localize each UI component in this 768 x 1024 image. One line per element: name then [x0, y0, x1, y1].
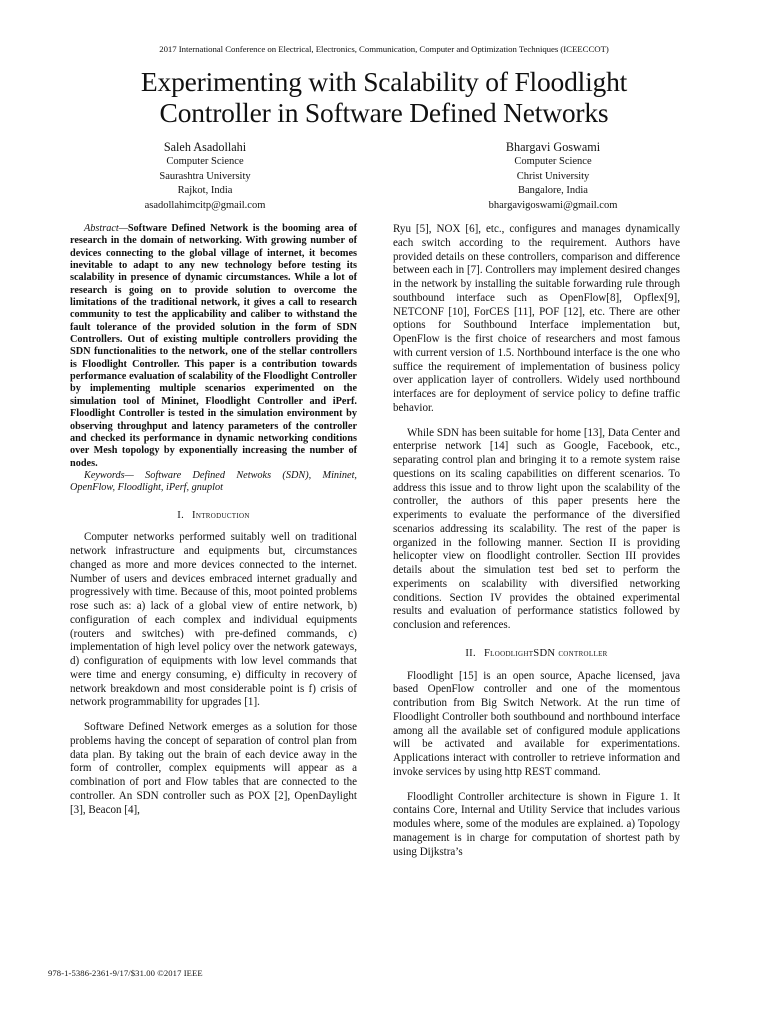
right-column — [393, 223, 680, 859]
author-name: Saleh Asadollahi — [163, 140, 247, 154]
paragraph: Software Defined Network emerges as a solution for those problems having the concept of separation of control plan from data plan. By taking out the brain of each device away in the form of controller, complex equipments will appear as a combination of port and Flow tables that are connected to the controller. An SDN controller such as POX [2], OpenDaylight [3], Beacon [4], — [70, 721, 357, 816]
author-university: Christ University — [516, 170, 590, 182]
keywords: Keywords— Software Defined Netwoks (SDN), Mininet, OpenFlow, Floodlight, iPerf, gnuplot — [70, 469, 357, 494]
section-number: I. — [177, 509, 185, 521]
author-department: Computer Science — [166, 156, 244, 167]
abstract-lead: Abstract— — [84, 223, 128, 234]
conference-header: 2017 International Conference on Electrical, Electronics, Communication, Computer and Optimization Techniques (ICEECCOT) — [159, 44, 609, 54]
left-column — [70, 223, 357, 817]
section-title: FloodlightSDN controller — [483, 647, 608, 659]
author-email: bhargavigoswami@gmail.com — [488, 199, 618, 211]
author-department: Computer Science — [514, 156, 592, 167]
author-block-2 — [423, 139, 683, 213]
paragraph: Computer networks performed suitably well on traditional network infrastructure and equipments but, circumstances changed as more and more devices connected to the internet. Number of users and devices embraced internet gradually and progressively with time. Because of this, moot pointed problems rose such as: a) lack of a global view of entire network, b) configuration of each complex and individual equipments (routers and switches) with pre-defined commands, c) implementation of high level policy over the network gateways, d) configuration of equipments with low level commands that were time and energy consuming, e) difficulty in recovery of network breakdown and most considerable point is f) crisis of network programmability for upgrades [1]. — [70, 531, 357, 709]
section-title: Introduction — [192, 509, 250, 521]
author-name: Bhargavi Goswami — [505, 140, 601, 154]
paragraph: Ryu [5], NOX [6], etc., configures and manages dynamically each switch according to the requirement. Authors have provided details on these controllers, comparison and difference between each in [7]. Controllers may implement desired changes in the network by installing the suitable forwarding rule through southbound interface such as OpenFlow[8], Opflex[9], NETCONF [10], ForCES [11], POF [12], etc. There are other options for Southbound Interface implementation but, OpenFlow is the first choice of researchers and most famous with current version of 1.5. Northbound interface is the one who suffice the requirement of implementation of business policy over application layer of controllers. Widely used northbound interfaces are for deployment of service policy to define traffic behavior. — [393, 223, 680, 414]
copyright-footer: 978-1-5386-2361-9/17/$31.00 ©2017 IEEE — [48, 968, 203, 978]
author-university: Saurashtra University — [159, 170, 251, 182]
paragraph: While SDN has been suitable for home [13], Data Center and enterprise network [14] such as Google, Facebook, etc., separating control plan and bringing it to a remote system raise questions on its scaling capabilities on different scenarios. To address this issue and to throw light upon the scalability of the controller, the authors of this paper presents here the experiments to evaluate the performance of the diversified scenarios addressing its scalability. The rest of the paper is organized in the following manner. Section II is providing helicopter view on floodlight controller. Section III provides details about the simulation test bed set to perform the experiments on scalability with diversified networking conditions. Section IV provides the obtained experimental results and evaluation of performance statistics followed by conclusion and references. — [393, 426, 680, 631]
title-line-2: Controller in Software Defined Networks — [159, 97, 609, 128]
abstract — [70, 223, 357, 470]
section-heading-floodlight — [393, 647, 680, 661]
paragraph: Floodlight Controller architecture is shown in Figure 1. It contains Core, Internal and Utility Service that includes various modules where, some of the modules are explained. a) Topology management is in charge for computation of shortest path by using Dijkstra’s — [393, 790, 680, 858]
author-location: Rajkot, India — [177, 185, 233, 197]
author-email: asadollahimcitp@gmail.com — [144, 199, 266, 211]
author-block-1 — [75, 139, 335, 213]
abstract-body: Software Defined Network is the booming area of research in the domain of networking. With growing number of devices connecting to the global village of internet, it becomes inevitable to adapt to any new technology before testing its scalability in presence of dynamic circumstances. While a lot of research is going on to provide solution to overcome the limitations of the traditional network, it gives a call to research community to test the applicability and caliber to withstand the fault tolerance of the provided solution in the form of SDN Controllers. Out of existing multiple controllers providing the SDN functionalities to the network, one of the stellar controllers is Floodlight Controller. This paper is a contribution towards performance evaluation of scalability of the Floodlight Controller by implementing multiple scenarios experimented on the simulation tool of Mininet, Floodlight Controller and iPerf. Floodlight Controller is tested in the simulation environment by observing throughput and latency parameters of the controller and checked its performance in dynamic networking conditions over Mesh topology by exponentially increasing the number of nodes. — [70, 223, 357, 469]
section-heading-introduction — [70, 509, 357, 523]
author-location: Bangalore, India — [518, 185, 588, 197]
paper-title — [60, 66, 708, 128]
section-number: II. — [465, 647, 476, 659]
title-line-1: Experimenting with Scalability of Floodlight — [140, 66, 628, 97]
paragraph: Floodlight [15] is an open source, Apache licensed, java based OpenFlow controller and one of the momentous contribution from Big Switch Network. At the run time of Floodlight Controller both southbound and northbound interface among all the available set of configured module applications will be activated and available for experimentations. Applications interact with controller to retrieve information and invoke services by using http REST command. — [393, 669, 680, 778]
